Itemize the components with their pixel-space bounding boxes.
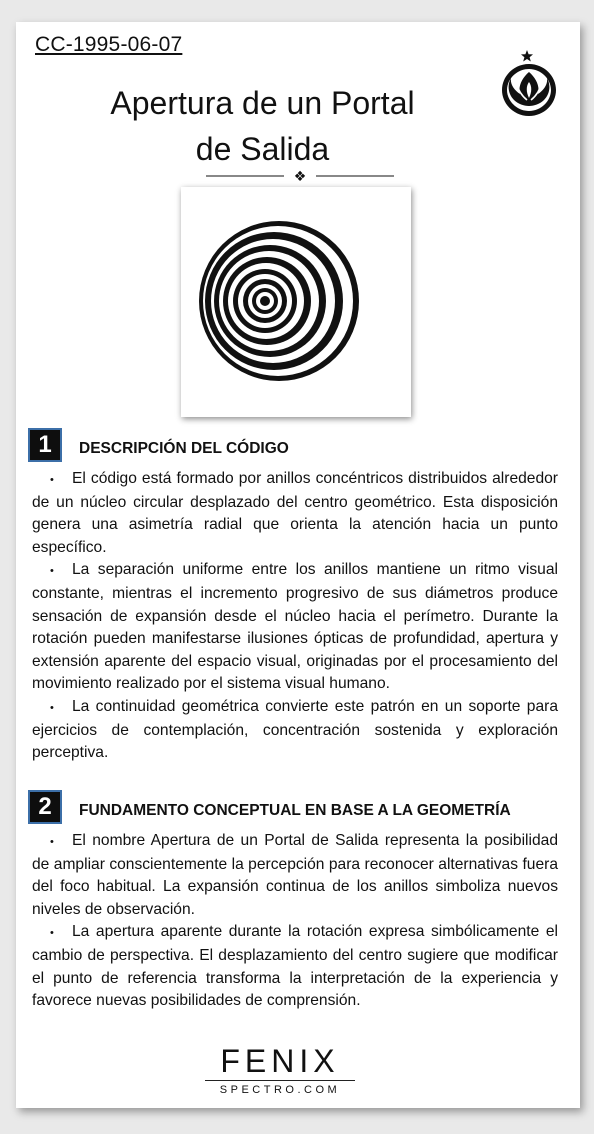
- section-1-bullet-3: • La continuidad geométrica convierte este patrón en un soporte para ejercicios de contemplación, concentración sostenida y exploración perceptiva.: [32, 696, 558, 765]
- section-2-bullet-2: • La apertura aparente durante la rotación expresa simbólicamente el cambio de perspectiva. El desplazamiento del centro sugiere que modificar el punto de referencia transforma la interpretación de la experiencia y favorece nuevas posibilidades de comprensión.: [32, 921, 558, 1012]
- divider-ornament-icon: ❖: [293, 169, 307, 183]
- section-1-number: 1: [28, 428, 62, 462]
- section-1-bullet-1: • El código está formado por anillos concéntricos distribuidos alrededor de un núcleo circular desplazado del centro geométrico. Esta disposición genera una asimetría radial que orienta la atención hacia un punto específico.: [32, 468, 558, 559]
- phoenix-logo-icon: [496, 48, 562, 118]
- code-figure: [181, 187, 411, 417]
- brand-underline: [205, 1080, 355, 1081]
- document-code: CC-1995-06-07: [35, 33, 183, 56]
- section-2-header: [28, 790, 568, 826]
- section-2-bullet-1: • El nombre Apertura de un Portal de Salida representa la posibilidad de ampliar conscientemente la percepción para reconocer alternativas fuera del foco habitual. La expansión continua de los anillos simboliza nuevos niveles de observación.: [32, 830, 558, 921]
- title-line-1: Apertura de un Portal: [110, 85, 415, 121]
- title-divider: [206, 169, 394, 183]
- footer-brand: [180, 1044, 380, 1100]
- page-title: [76, 80, 449, 172]
- section-1-bullet-2: • La separación uniforme entre los anillos mantiene un ritmo visual constante, mientras el incremento progresivo de sus diámetros produce sensación de expansión desde el núcleo hacia el perímetro. Durante la rotación pueden manifestarse ilusiones ópticas de profundidad, apertura y extensión aparente del espacio visual, originadas por el procesamiento del movimiento realizado por el sistema visual humano.: [32, 559, 558, 696]
- title-line-2: de Salida: [195, 131, 330, 167]
- section-2-number: 2: [28, 790, 62, 824]
- document-card: [16, 22, 580, 1108]
- brand-site: SPECTRO.COM: [219, 1084, 341, 1096]
- section-1-title: DESCRIPCIÓN DEL CÓDIGO: [79, 440, 289, 457]
- section-1-header: [28, 428, 568, 464]
- brand-name: FENIX: [220, 1043, 340, 1079]
- section-2-title: FUNDAMENTO CONCEPTUAL EN BASE A LA GEOMETRÍA: [79, 802, 511, 819]
- concentric-rings-image: [181, 187, 411, 417]
- section-2-body: [32, 830, 558, 1013]
- section-1-body: [32, 468, 558, 765]
